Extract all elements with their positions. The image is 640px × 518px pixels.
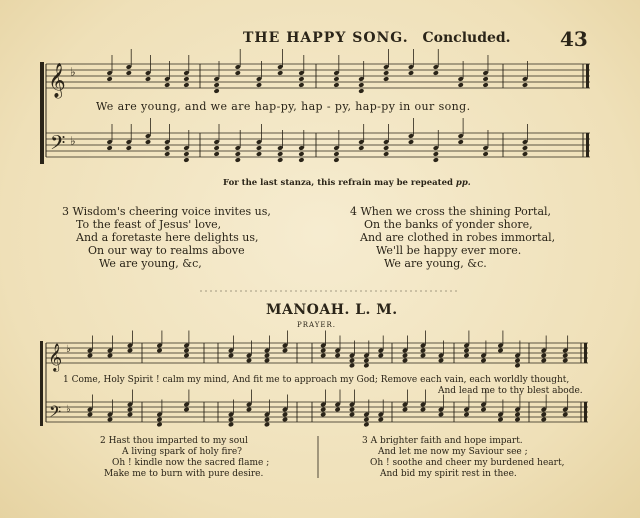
note-head <box>334 353 340 359</box>
note-head <box>562 353 568 359</box>
note-head <box>183 348 189 354</box>
note-head <box>282 412 288 418</box>
note-head <box>256 82 262 88</box>
flat-icon: ♭ <box>66 404 71 415</box>
note-head <box>480 407 486 413</box>
note-head <box>480 358 486 364</box>
note-head <box>282 417 288 423</box>
note-head <box>164 151 170 157</box>
note-head <box>358 145 364 151</box>
note-head <box>228 353 234 359</box>
note-head <box>87 412 93 418</box>
note-head <box>256 151 262 157</box>
note-head <box>183 76 189 82</box>
note-head <box>107 353 113 359</box>
note-head <box>378 417 384 423</box>
note-head <box>145 139 151 145</box>
note-head <box>282 348 288 354</box>
note-head <box>127 407 133 413</box>
note-head <box>298 82 304 88</box>
note-head <box>562 412 568 418</box>
treble-clef-icon: 𝄞 <box>48 343 63 371</box>
hymn-title: MANOAH. L. M. <box>266 302 398 318</box>
note-head <box>320 353 326 359</box>
note-head <box>256 145 262 151</box>
repeat-note: For the last stanza, this refrain may be repeated pp. <box>223 178 471 188</box>
note-head <box>320 412 326 418</box>
note-head <box>228 417 234 423</box>
verse-line: To the feast of Jesus' love, <box>76 218 222 231</box>
note-head <box>183 407 189 413</box>
note-head <box>383 151 389 157</box>
note-head <box>334 407 340 413</box>
note-head <box>522 151 528 157</box>
note-head <box>246 358 252 364</box>
verse-line: Make me to burn with pure desire. <box>104 469 264 479</box>
verse-line: 3 Wisdom's cheering voice invites us, <box>62 205 271 218</box>
verse-3 <box>62 205 271 270</box>
verse-line: We are young, &c, <box>99 257 202 270</box>
note-head <box>183 82 189 88</box>
note-head <box>420 407 426 413</box>
note-head <box>438 412 444 418</box>
final-bar-heavy <box>586 133 589 157</box>
note-head <box>235 151 241 157</box>
verse-line: 4 When we cross the shining Portal, <box>350 205 552 218</box>
note-head <box>363 417 369 423</box>
system-bracket <box>40 62 44 164</box>
note-head <box>458 139 464 145</box>
note-head <box>277 151 283 157</box>
verse-line: And a foretaste here delights us, <box>76 231 259 244</box>
note-head <box>333 76 339 82</box>
page-number: 43 <box>560 27 588 51</box>
note-head <box>463 353 469 359</box>
note-head <box>482 151 488 157</box>
note-head <box>383 70 389 76</box>
note-head <box>235 70 241 76</box>
refrain-lyric: We are young, and we are hap-py, hap - py, hap-py in our song. <box>96 100 471 113</box>
note-head <box>420 353 426 359</box>
note-head <box>349 407 355 413</box>
hymn-verse-3 <box>362 436 564 480</box>
note-head <box>378 353 384 359</box>
page-header <box>243 30 511 46</box>
verse-line: Oh ! kindle now the sacred flame ; <box>112 458 270 468</box>
note-head <box>127 348 133 354</box>
verse-line: On the banks of yonder shore, <box>364 218 533 231</box>
note-head <box>420 348 426 354</box>
note-head <box>514 417 520 423</box>
note-head <box>126 145 132 151</box>
treble-clef-icon: 𝄞 <box>48 63 66 98</box>
note-head <box>383 145 389 151</box>
note-head <box>363 358 369 364</box>
note-head <box>541 353 547 359</box>
note-head <box>246 407 252 413</box>
final-bar-heavy <box>586 64 589 88</box>
note-head <box>264 417 270 423</box>
note-head <box>402 353 408 359</box>
note-head <box>497 348 503 354</box>
note-head <box>183 157 189 163</box>
note-head <box>482 82 488 88</box>
system-bracket <box>40 341 43 426</box>
note-head <box>333 82 339 88</box>
note-head <box>183 151 189 157</box>
note-head <box>264 358 270 364</box>
note-head <box>145 76 151 82</box>
note-head <box>514 363 520 369</box>
note-head <box>541 417 547 423</box>
song-title: THE HAPPY SONG. <box>243 30 409 46</box>
note-head <box>522 145 528 151</box>
verse-line: On our way to realms above <box>88 244 245 257</box>
verse-line: And bid my spirit rest in thee. <box>380 469 517 479</box>
note-head <box>213 151 219 157</box>
note-head <box>458 82 464 88</box>
note-head <box>127 412 133 418</box>
note-head <box>164 145 170 151</box>
note-head <box>408 139 414 145</box>
note-head <box>433 151 439 157</box>
verse-line: 2 Hast thou imparted to my soul <box>100 436 248 446</box>
note-head <box>213 82 219 88</box>
note-head <box>358 82 364 88</box>
note-head <box>106 76 112 82</box>
note-head <box>363 422 369 428</box>
note-head <box>433 70 439 76</box>
note-head <box>183 353 189 359</box>
note-head <box>408 70 414 76</box>
note-head <box>126 70 132 76</box>
bass-clef-icon: 𝄢 <box>49 403 62 425</box>
note-head <box>482 76 488 82</box>
hymn-subtitle: PRAYER. <box>297 321 336 329</box>
note-head <box>228 422 234 428</box>
note-head <box>320 407 326 413</box>
flat-icon: ♭ <box>70 65 76 79</box>
note-head <box>298 157 304 163</box>
note-head <box>383 76 389 82</box>
concluded-label: Concluded. <box>422 30 511 46</box>
verse-line: Oh ! soothe and cheer my burdened heart, <box>370 458 565 468</box>
hymn-lyric-line-2: And lead me to thy blest abode. <box>438 386 583 396</box>
note-head <box>522 82 528 88</box>
final-bar-heavy <box>584 402 587 422</box>
note-head <box>463 412 469 418</box>
bass-clef-icon: 𝄢 <box>50 131 66 159</box>
note-head <box>264 422 270 428</box>
note-head <box>333 157 339 163</box>
verse-line: We are young, &c. <box>384 257 487 270</box>
note-head <box>358 88 364 94</box>
note-head <box>298 76 304 82</box>
note-head <box>402 407 408 413</box>
verse-line: 3 A brighter faith and hope impart. <box>362 436 523 446</box>
note-head <box>514 358 520 364</box>
note-head <box>277 70 283 76</box>
note-head <box>156 422 162 428</box>
note-head <box>106 145 112 151</box>
note-head <box>349 363 355 369</box>
note-head <box>514 412 520 418</box>
note-head <box>333 151 339 157</box>
note-head <box>433 157 439 163</box>
note-head <box>497 417 503 423</box>
hymn-verse-2 <box>100 436 269 480</box>
note-head <box>438 358 444 364</box>
note-head <box>213 145 219 151</box>
note-head <box>235 157 241 163</box>
verse-line: A living spark of holy fire? <box>122 447 242 457</box>
note-head <box>277 157 283 163</box>
note-head <box>349 412 355 418</box>
note-head <box>107 417 113 423</box>
note-head <box>363 363 369 369</box>
note-head <box>164 82 170 88</box>
note-head <box>463 348 469 354</box>
flat-icon: ♭ <box>70 134 76 148</box>
note-head <box>87 353 93 359</box>
note-head <box>320 348 326 354</box>
note-head <box>264 353 270 359</box>
note-head <box>541 412 547 418</box>
final-bar-heavy <box>584 343 587 363</box>
verse-line: And let me now my Saviour see ; <box>378 447 528 457</box>
note-head <box>298 151 304 157</box>
verse-line: And are clothed in robes immortal, <box>360 231 556 244</box>
verse-4 <box>350 205 555 270</box>
note-head <box>213 88 219 94</box>
flat-icon: ♭ <box>66 344 71 355</box>
verse-line: We'll be happy ever more. <box>376 244 522 257</box>
note-head <box>349 358 355 364</box>
hymn-lyric-line-1: 1 Come, Holy Spirit ! calm my mind, And fit me to approach my God; Remove each vain, each worldly thought, <box>63 375 570 385</box>
note-head <box>156 348 162 354</box>
note-head <box>562 358 568 364</box>
note-head <box>402 358 408 364</box>
note-head <box>156 417 162 423</box>
note-head <box>541 358 547 364</box>
